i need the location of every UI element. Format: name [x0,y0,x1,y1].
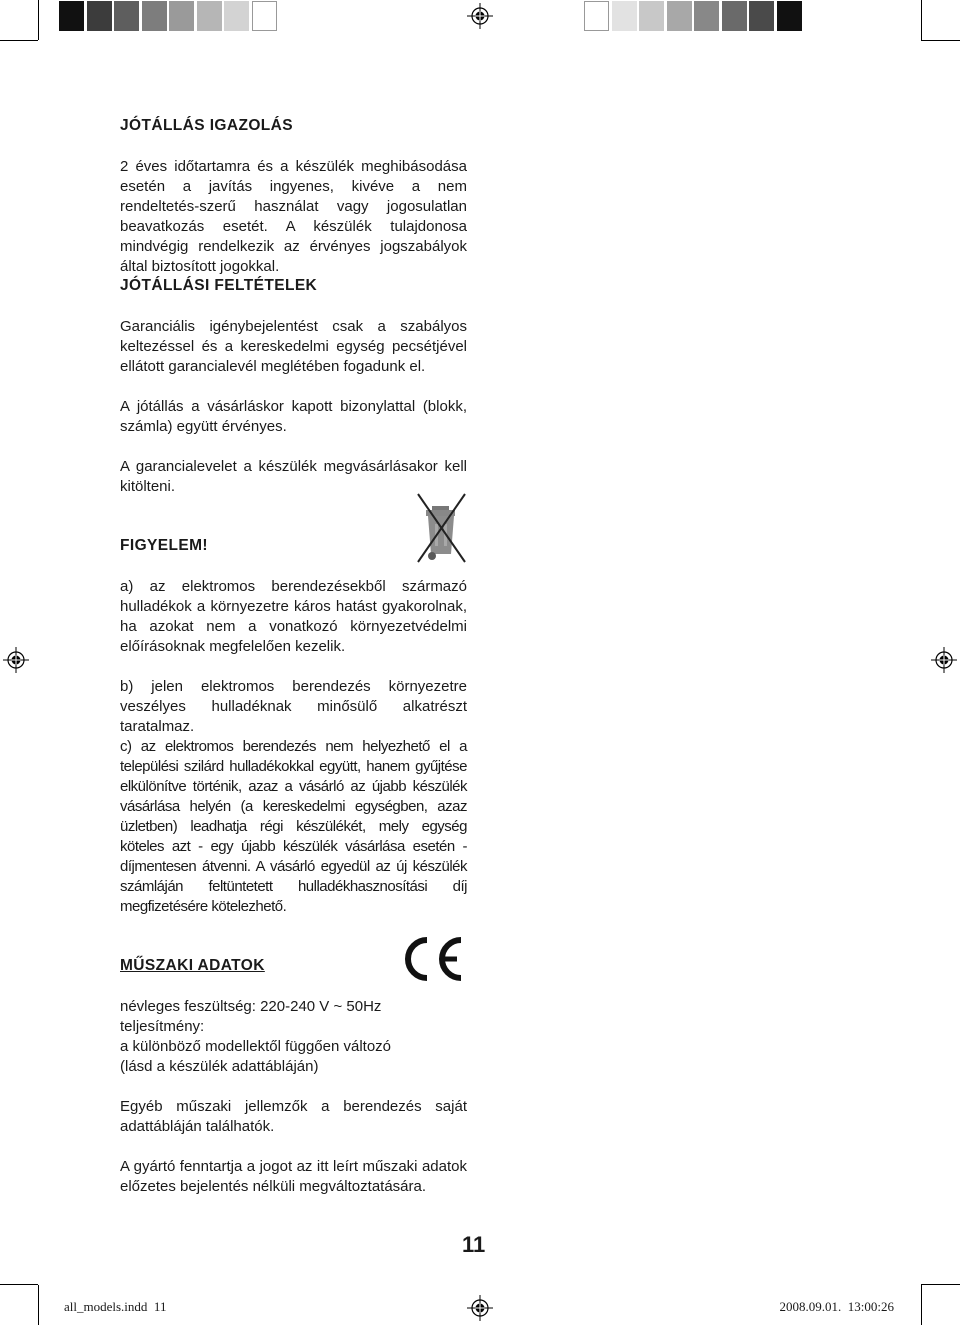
spec-power-value: a különböző modellektől függően változó [120,1038,392,1055]
spec-power-note: (lásd a készülék adattábláján) [120,1058,319,1075]
color-swatch [59,1,84,31]
warranty-terms-paragraph-2: A jótállás a vásárláskor kapott bizonylattal (blokk, számla) együtt érvényes. [120,398,467,435]
slug-date: 2008.09.01. [779,1299,842,1314]
color-swatch [87,1,112,31]
slug-right [780,1299,894,1315]
crop-mark-bottom-left-v [38,1285,39,1325]
registration-target-icon [931,647,957,673]
crossed-out-wheelie-bin-icon [413,490,469,566]
warranty-terms-paragraph-3: A garancialevelet a készülék megvásárlásakor kell kitölteni. [120,458,467,495]
crop-mark-bottom-right-h [921,1284,960,1285]
attention-point-c: c) az elektromos berendezés nem helyezhető el a települési szilárd hulladékokkal együtt, hanem gyűjtése elkülönítve történik, azaz a vásárló az újabb készülék vásárlása helyén (a kereskedelmi egységben, azaz üzletben) leadhatja régi készülékét, mely egység köteles azt - egy újabb készülék vásárlása esetén - díjmentesen átvenni. A vásárló egyedül az új készülék számláján feltüntetett hulladékhasznosítási díj megfizetésére kötelezhető. [120,738,467,915]
ce-mark-icon [399,932,465,986]
spec-voltage: névleges feszültség: 220-240 V ~ 50Hz [120,998,382,1015]
warranty-terms-paragraph-1: Garanciális igénybejelentést csak a szabályos keltezéssel és a kereskedelmi egység pecsétjével ellátott garancialevél meglétében fogadunk el. [120,318,467,375]
spec-power-label: teljesítmény: [120,1018,205,1035]
color-swatch [639,1,664,31]
technical-data-title: MŰSZAKI ADATOK [120,957,265,974]
technical-rights-paragraph: A gyártó fenntartja a jogot az itt leírt műszaki adatok előzetes bejelentés nélküli megváltoztatására. [120,1158,467,1195]
slug-filename: all_models.indd [64,1299,148,1314]
slug-time: 13:00:26 [847,1299,894,1314]
page-number: 11 [462,1232,486,1257]
attention-title: FIGYELEM! [120,537,208,554]
registration-target-icon [467,3,493,29]
slug-page: 11 [153,1299,167,1314]
color-swatch [252,1,277,31]
color-swatch [777,1,802,31]
crop-mark-top-left-h [0,40,38,41]
attention-point-a: a) az elektromos berendezésekből származó hulladékok a környezetre káros hatást gyakorolnak, ha azokat nem a vonatkozó környezetvédelmi előírásoknak megfelelően kezelik. [120,578,467,655]
color-swatch [749,1,774,31]
color-swatch [197,1,222,31]
color-swatch [722,1,747,31]
crop-mark-bottom-left-h [0,1284,38,1285]
color-swatch [169,1,194,31]
crop-mark-top-right-v [921,0,922,40]
color-swatch [612,1,637,31]
attention-point-b: b) jelen elektromos berendezés környezetre veszélyes hulladéknak minősülő alkatrészt taratalmaz. [120,678,467,735]
technical-other-paragraph: Egyéb műszaki jellemzők a berendezés saját adattábláján találhatók. [120,1098,467,1135]
warranty-terms-title: JÓTÁLLÁSI FELTÉTELEK [120,277,318,294]
color-swatch [694,1,719,31]
crop-mark-top-right-h [921,40,960,41]
crop-mark-top-left-v [38,0,39,40]
color-swatch [114,1,139,31]
color-swatch [142,1,167,31]
warranty-cert-body: 2 éves időtartamra és a készülék meghibásodása esetén a javítás ingyenes, kivéve a nem rendeltetés-szerű használat vagy jogosulatlan beavatkozás esetét. A készülék tulajdonosa mindvégig rendelkezik az érvényes jogszabályok által biztosított jogokkal. [120,158,467,275]
color-swatch [667,1,692,31]
slug-left [64,1299,166,1315]
color-swatch [584,1,609,31]
registration-target-icon [467,1295,493,1321]
crop-mark-bottom-right-v [921,1285,922,1325]
spec-list [120,997,440,1077]
registration-target-icon [3,647,29,673]
color-swatch [224,1,249,31]
warranty-cert-title: JÓTÁLLÁS IGAZOLÁS [120,117,293,134]
